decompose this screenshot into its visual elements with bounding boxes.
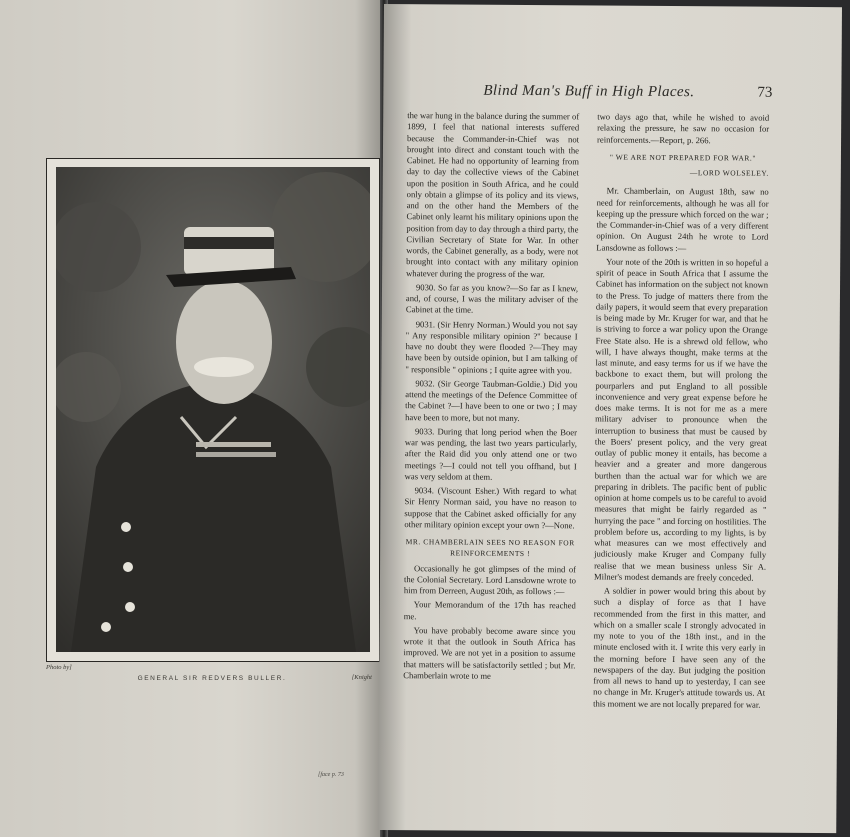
- paragraph: Mr. Chamberlain, on August 18th, saw no need for reinforcements, although he was all for keeping up the pressure which forced on the war ; the Commander-in-Chief was of a very different opinion. On August 24th he wrote to Lord Lansdowne as follows :—: [596, 185, 769, 253]
- page-number: 73: [757, 84, 773, 101]
- portrait-photo: [56, 167, 370, 652]
- section-heading: MR. CHAMBERLAIN SEES NO REASON FOR REINFORCEMENTS !: [405, 537, 575, 559]
- paragraph: 9031. (Sir Henry Norman.) Would you not say " Any responsible military opinion ?" because I have no doubt they were flooded ?—They may have been by outside opinion, but I am talking of " responsible " opinions ; I quite agree with you.: [405, 318, 578, 375]
- photo-caption-row: [46, 662, 378, 682]
- paragraph: 9034. (Viscount Esher.) With regard to what Sir Henry Norman said, you have no reason to suppose that the Cabinet asked officially for any other military opinion except your own ?—None.: [404, 485, 577, 531]
- paragraph: 9032. (Sir George Taubman-Goldie.) Did you attend the meetings of the Defence Committee of the Cabinet ?—I have been to one or two ; I may have been to more, but not many.: [405, 377, 578, 423]
- photo-credit: Photo by]: [46, 664, 72, 671]
- paragraph: two days ago that, while he wished to avoid relaxing the pressure, he saw no occasion for reinforcements.—Report, p. 266.: [597, 111, 770, 145]
- quoted-paragraph: Your Memorandum of the 17th has reached me.: [403, 599, 576, 621]
- quoted-paragraph: You have probably become aware since you wrote it that the outlook in South Africa has improved. We are not yet in a position to assume that matters will be satisfactorily settled ; but Mr. Chamberlain wrote to me: [403, 624, 576, 681]
- right-page: [378, 4, 842, 833]
- left-page: [0, 0, 386, 837]
- quoted-paragraph: Your note of the 20th is written in so hopeful a spirit of peace in South Africa that I assume the Cabinet has information on the subject not known to the Press. To judge of matters there from the daily papers, it would seem that every preparation is being made by Mr. Kruger for war, and that he is striving to force a war policy upon the Orange Free State also. He is a shrewd old fellow, who will, I have always thought, make terms at the last minute, and easy terms for us if we have the backbone to exact them, but will prolong the pourparlers and put England to all possible inconvenience and very great expense before he does make terms. It is not for me as a mere military adviser to pronounce when the interruption to business that must be caused by the Boers' present policy, and the very great outlay of public money it entails, has become a heavier and a greater and more dangerous burthen than the actual war for which we are preparing in driblets. The pacific bent of public opinion at home compels us to be careful to avoid measures that might be fairly regarded as " hurrying the pace " and forcing on hostilities. The problem before us, according to my lights, is by what measures can we most effectively and judiciously make Kruger and Company fully realise that we mean business unless Sir A. Milner's modest demands are freely conceded.: [593, 256, 769, 583]
- paragraph: 9033. During that long period when the Boer war was pending, the last two years particularly, after the Raid did you only attend one or two meetings ?—I could not tell you offhand, but I was very seldom at them.: [404, 425, 578, 482]
- text-column-2: [593, 111, 769, 713]
- section-heading: " WE ARE NOT PREPARED FOR WAR.": [609, 152, 757, 163]
- quoted-paragraph: A soldier in power would bring this about by such a display of force as that I have recommended from the first in this matter, and which on a smaller scale I strongly advocated in my note to you of the 18th inst., and in the minute enclosed with it. I write this very early in the morning before I have seen any of the newspapers of the day. But judging the position from all news to hand up to yesterday, I can see no change in Mr. Kruger's attitude towards us. At this moment we are not locally prepared for war.: [593, 585, 766, 710]
- text-column-1: [403, 110, 579, 685]
- photo-caption: GENERAL SIR REDVERS BULLER.: [137, 675, 287, 682]
- paragraph: 9030. So far as you know?—So far as I knew, and, of course, I was the military adviser of the Cabinet at the time.: [405, 281, 579, 315]
- running-head: Blind Man's Buff in High Places.: [483, 82, 695, 101]
- portrait-frame: [46, 158, 380, 662]
- portrait-image: [56, 167, 370, 652]
- paragraph: the war hung in the balance during the summer of 1899, I feel that national interests suffered because the Commander-in-Chief was not brought into direct and constant touch with the Cabinet. He had no opportunity of learning from day to day the collective views of the Cabinet upon the position in South Africa, and he could only obtain a glimpse of its policy and its views, and on the other hand the Members of the Cabinet only learnt his military opinions upon the position from day to day through a third party, the Civilian Secretary of State for War. In other words, the Cabinet generally, as a body, were not brought into contact with any military opinion whatever during the progress of the war.: [406, 110, 580, 279]
- paragraph: Occasionally he got glimpses of the mind of the Colonial Secretary. Lord Lansdowne wrote to him from Derreen, August 20th, as follows :—: [403, 562, 577, 597]
- facing-page-note: [face p. 73: [318, 772, 344, 778]
- photographer-credit: [Knight: [351, 674, 372, 681]
- section-attribution: —LORD WOLSELEY.: [689, 168, 769, 178]
